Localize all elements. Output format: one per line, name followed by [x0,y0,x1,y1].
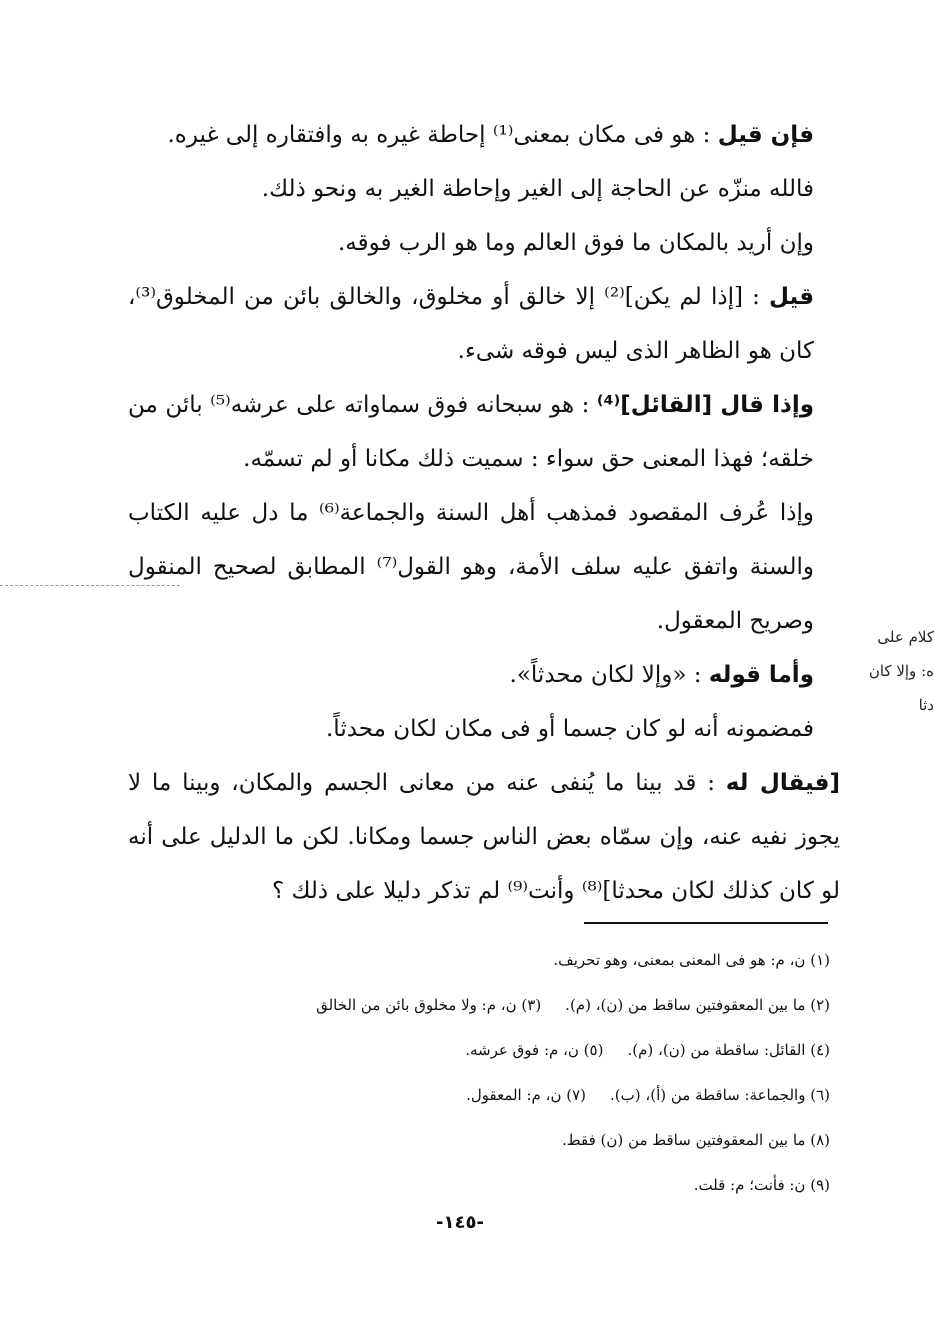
page-number: -١٤٥- [436,1212,484,1233]
paragraph [128,216,840,270]
footnote-row [150,1028,830,1073]
paragraph [128,108,840,162]
paragraph-text: فالله منزّه عن الحاجة إلى الغير وإحاطة الغير به ونحو ذلك. [261,176,814,202]
footnote-separator [584,922,828,924]
margin-note-line: ه: وإلا كان [868,662,934,680]
footnote-row [150,1118,830,1163]
footnote-row [150,938,830,983]
paragraph [128,162,840,216]
paragraph-text: وإذا عُرف المقصود فمذهب أهل السنة والجماعة⁽⁶⁾ ما دل عليه الكتاب والسنة واتفق عليه سلف الأمة، وهو القول⁽⁷⁾ المطابق لصحيح المنقول وصريح المعقول. [128,500,815,634]
paragraph-text: : [إذا لم يكن]⁽²⁾ إلا خالق أو مخلوق، والخالق بائن من المخلوق⁽³⁾، كان هو الظاهر الذى ليس فوقه شىء. [128,284,814,364]
paragraph-heading: وإذا قال [القائل]⁽⁴⁾ [596,392,815,418]
paragraph [128,756,840,918]
footnote: (١) ن، م: هو فى المعنى بمعنى، وهو تحريف. [553,951,830,969]
paragraph-text: : هو سبحانه فوق سماواته على عرشه⁽⁵⁾ بائن من خلقه؛ فهذا المعنى حق سواء : سميت ذلك مكانا أو لم تسمّه. [128,392,814,472]
footnote: (٥) ن، م: فوق عرشه. [465,1041,604,1059]
paragraph-text: : هو فى مكان بمعنى⁽¹⁾ إحاطة غيره به وافتقاره إلى غيره. [167,122,718,148]
paragraph-heading: وأما قوله [708,662,814,688]
footnote: (٨) ما بين المعقوفتين ساقط من (ن) فقط. [562,1131,830,1149]
footnote: (٤) القائل: ساقطة من (ن)، (م). [627,1041,830,1059]
footnote: (٩) ن: فأنت؛ م: قلت. [693,1176,830,1194]
footnote: (٣) ن، م: ولا مخلوق بائن من الخالق [316,996,542,1014]
footnote-row [150,1163,830,1208]
paragraph [128,648,840,702]
margin-note-line: دثا [918,696,934,714]
paragraph-heading: فإن قيل [717,122,814,148]
paragraph [128,378,840,486]
footnotes [150,938,830,1208]
margin-note [850,620,934,722]
paragraph [128,270,840,378]
paragraph-heading: قيل [769,284,815,310]
footnote: (٦) والجماعة: ساقطة من (أ)، (ب). [610,1086,830,1104]
main-text [128,108,840,918]
paragraph-text: : «وإلا لكان محدثاً». [509,662,709,688]
footnote-row [150,1073,830,1118]
paragraph-text: فمضمونه أنه لو كان جسما أو فى مكان لكان محدثاً. [326,716,814,742]
paragraph-heading: [فيقال له [725,770,840,796]
paragraph-text: وإن أريد بالمكان ما فوق العالم وما هو الرب فوقه. [337,230,814,256]
paragraph [128,702,840,756]
footnote: (٧) ن، م: المعقول. [466,1086,587,1104]
footnote-row [150,983,830,1028]
margin-note-line: كلام على [877,628,934,646]
paragraph-text: : قد بينا ما يُنفى عنه من معانى الجسم والمكان، وبينا ما لا يجوز نفيه عنه، وإن سمّاه بعض الناس جسما ومكانا. لكن ما الدليل على أنه لو كان كذلك لكان محدثا]⁽⁸⁾ وأنت⁽⁹⁾ لم تذكر دليلا على ذلك ؟ [128,770,840,904]
footnote: (٢) ما بين المعقوفتين ساقط من (ن)، (م). [565,996,830,1014]
paragraph [128,486,840,648]
